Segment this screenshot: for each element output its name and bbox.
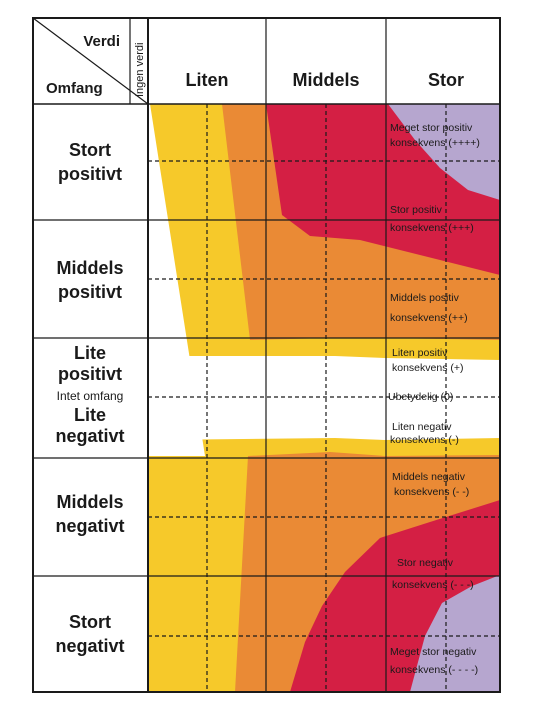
zone-meget-stor-positiv-1: Meget stor positiv — [390, 122, 473, 134]
corner-verdi: Verdi — [83, 33, 120, 50]
row-label-middels-negativt-2: negativt — [55, 516, 125, 536]
zone-stor-positiv-1: Stor positiv — [390, 204, 442, 216]
column-header-stor: Stor — [428, 70, 464, 90]
zone-ubetydelig: Ubetydelig (0) — [388, 391, 454, 403]
zone-stor-positiv-2: konsekvens (+++) — [390, 222, 474, 234]
row-label-stort-positivt-1: Stort — [69, 140, 111, 160]
row-label-stort-negativt-2: negativt — [55, 636, 125, 656]
row-label-lite-negativt-2: negativt — [55, 426, 125, 446]
row-label-middels-positivt-1: Middels — [56, 258, 124, 278]
row-label-intet-omfang: Intet omfang — [56, 389, 124, 403]
zone-stor-negativ-1: Stor negativ — [397, 557, 454, 569]
corner-omfang: Omfang — [46, 80, 103, 97]
row-label-middels-positivt-2: positivt — [57, 282, 123, 302]
column-header-middels: Middels — [292, 70, 360, 90]
zone-liten-positiv-1: Liten positiv — [392, 347, 448, 359]
zone-meget-stor-negativ-1: Meget stor negativ — [390, 646, 477, 658]
row-label-lite-negativt-1: Lite — [73, 405, 107, 425]
zone-liten-negativ-2: konsekvens (-) — [390, 434, 459, 446]
column-header-liten: Liten — [185, 70, 229, 90]
row-label-stort-negativt-1: Stort — [69, 612, 111, 632]
zone-middels-positiv-2: konsekvens (++) — [390, 312, 468, 324]
zone-middels-positiv-1: Middels positiv — [390, 292, 459, 304]
zone-middels-negativ-2: konsekvens (- -) — [394, 486, 470, 498]
zone-liten-negativ-1: Liten negativ — [392, 421, 452, 433]
zone-stor-negativ-2: konsekvens (- - -) — [392, 579, 474, 591]
zone-meget-stor-negativ-2: konsekvens (- - - -) — [390, 664, 479, 676]
row-label-lite-positivt-1: Lite — [73, 343, 107, 363]
row-label-stort-positivt-2: positivt — [57, 164, 123, 184]
row-label-middels-negativt-1: Middels — [56, 492, 124, 512]
row-label-lite-positivt-2: positivt — [57, 364, 123, 384]
zone-middels-negativ-1: Middels negativ — [392, 471, 465, 483]
corner-ingen-verdi: Ingen verdi — [134, 42, 146, 97]
zone-liten-positiv-2: konsekvens (+) — [392, 362, 464, 374]
zone-meget-stor-positiv-2: konsekvens (++++) — [390, 137, 480, 149]
